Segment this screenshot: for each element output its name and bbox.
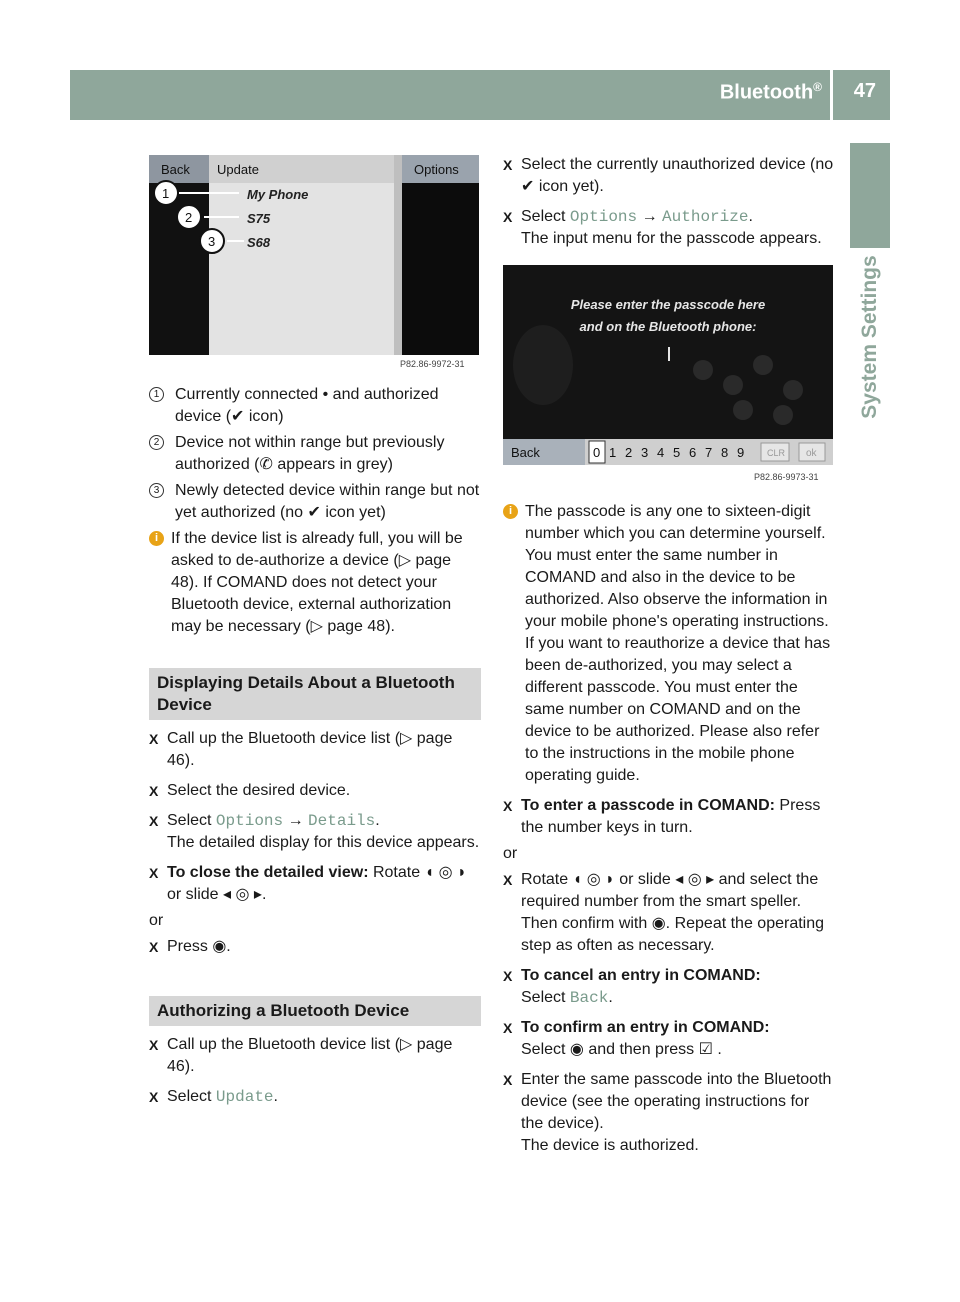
info-note-1: i If the device list is already full, you will be asked to de-authorize a device (▷ page 48). If COMAND does not detect your Bluetooth device, external authorization may be necessary (▷ page 48). bbox=[149, 528, 481, 638]
side-tab bbox=[850, 255, 890, 419]
legend-item-2: 2 Device not within range but previously authorized (✆ appears in grey) bbox=[149, 432, 481, 476]
callout-1-label: 1 bbox=[162, 186, 170, 201]
page-header bbox=[70, 70, 890, 120]
device-list-screenshot bbox=[149, 155, 479, 355]
side-marker bbox=[850, 143, 890, 248]
authorize-link[interactable]: Authorize bbox=[662, 208, 749, 226]
heading-authorizing: Authorizing a Bluetooth Device bbox=[149, 996, 481, 1026]
or-text-2: or bbox=[503, 845, 518, 862]
digit-8: 8 bbox=[721, 445, 729, 460]
details-link[interactable]: Details bbox=[308, 812, 376, 830]
step-select-authorize: X Select Options → Authorize. The input menu for the passcode appears. bbox=[503, 206, 835, 250]
step-call-list: X Call up the Bluetooth device list (▷ page 46). bbox=[149, 728, 481, 772]
header-separator bbox=[830, 70, 833, 120]
step-rotate-select: X Rotate ◖ ◎ ◗ or slide ◂ ◎ ▸ and select the required number from the smart speller. Then confirm with ◉. Repeat the operating step as often as necessary. bbox=[503, 869, 835, 957]
step-select-update: X Select Update. bbox=[149, 1086, 481, 1108]
digit-9: 9 bbox=[737, 445, 745, 460]
legend-item-1: 1 Currently connected • and authorized device (✔ icon) bbox=[149, 384, 481, 428]
device-item-2: S75 bbox=[247, 211, 271, 226]
options-link-2[interactable]: Options bbox=[569, 208, 638, 226]
left-column bbox=[149, 384, 481, 1108]
digit-7: 7 bbox=[705, 445, 713, 460]
back-label: Back bbox=[161, 162, 190, 177]
step-cancel-entry: X To cancel an entry in COMAND: Select Back. bbox=[503, 965, 835, 1009]
info-note-2: i The passcode is any one to sixteen-digit number which you can determine yourself. You must enter the same number in COMAND and also in the device to be authorized. Also observe the information in your mobile phone's operating instructions. If you want to reauthorize a device that has been de-authorized, you may select a different passcode. You must enter the same number on COMAND and on the device to be authorized. Please also refer to the instructions in the mobile phone operating guide. bbox=[503, 501, 835, 787]
back-key: Back bbox=[511, 445, 540, 460]
step-select-unauthorized: X Select the currently unauthorized device (no ✔ icon yet). bbox=[503, 154, 835, 198]
heading-details: Displaying Details About a Bluetooth Device bbox=[149, 668, 481, 720]
digit-2: 2 bbox=[625, 445, 633, 460]
step-press: X Press ◉. bbox=[149, 936, 481, 958]
update-link[interactable]: Update bbox=[215, 1088, 274, 1106]
digit-0: 0 bbox=[593, 445, 601, 460]
passcode-screen bbox=[503, 265, 833, 465]
section-title: Bluetooth® bbox=[719, 80, 822, 104]
figure-caption-2: P82.86-9973-31 bbox=[754, 472, 819, 482]
info-icon: i bbox=[149, 531, 164, 546]
figure-caption-1: P82.86-9972-31 bbox=[400, 359, 465, 369]
options-link[interactable]: Options bbox=[215, 812, 284, 830]
options-label: Options bbox=[414, 162, 459, 177]
digit-5: 5 bbox=[673, 445, 681, 460]
step-close-view: X To close the detailed view: Rotate ◖ ◎ ◗ or slide ◂ ◎ ▸. bbox=[149, 862, 481, 906]
device-item-3: S68 bbox=[247, 235, 271, 250]
page-number: 47 bbox=[853, 80, 876, 102]
legend-item-3: 3 Newly detected device within range but not yet authorized (no ✔ icon yet) bbox=[149, 480, 481, 524]
back-link[interactable]: Back bbox=[569, 989, 609, 1007]
clr-key: CLR bbox=[767, 448, 786, 458]
digit-4: 4 bbox=[657, 445, 665, 460]
ok-key: ok bbox=[806, 448, 817, 459]
step-enter-on-device: X Enter the same passcode into the Bluetooth device (see the operating instructions for the device). The device is authorized. bbox=[503, 1069, 835, 1157]
digit-1: 1 bbox=[609, 445, 617, 460]
info-icon: i bbox=[503, 504, 518, 519]
step-enter-passcode: X To enter a passcode in COMAND: Press the number keys in turn. bbox=[503, 795, 835, 839]
side-tab-label: System Settings bbox=[858, 255, 881, 419]
digit-6: 6 bbox=[689, 445, 697, 460]
right-column-bottom bbox=[503, 501, 835, 1157]
callout-2-label: 2 bbox=[185, 210, 193, 225]
callout-3-label: 3 bbox=[208, 234, 216, 249]
step-call-list-2: X Call up the Bluetooth device list (▷ page 46). bbox=[149, 1034, 481, 1078]
passcode-screenshot bbox=[503, 265, 833, 465]
digit-3: 3 bbox=[641, 445, 649, 460]
prompt-line-1: Please enter the passcode here bbox=[570, 297, 766, 312]
device-list-screen bbox=[149, 155, 479, 355]
or-text-1: or bbox=[149, 912, 164, 929]
right-column-top bbox=[503, 154, 835, 250]
device-item-1: My Phone bbox=[247, 187, 309, 202]
prompt-line-2: and on the Bluetooth phone: bbox=[579, 319, 757, 334]
update-label: Update bbox=[217, 162, 259, 177]
step-confirm-entry: X To confirm an entry in COMAND: Select ◉ and then press ☑ . bbox=[503, 1017, 835, 1061]
step-select-device: X Select the desired device. bbox=[149, 780, 481, 802]
step-select-details: X Select Options → Details. The detailed display for this device appears. bbox=[149, 810, 481, 854]
